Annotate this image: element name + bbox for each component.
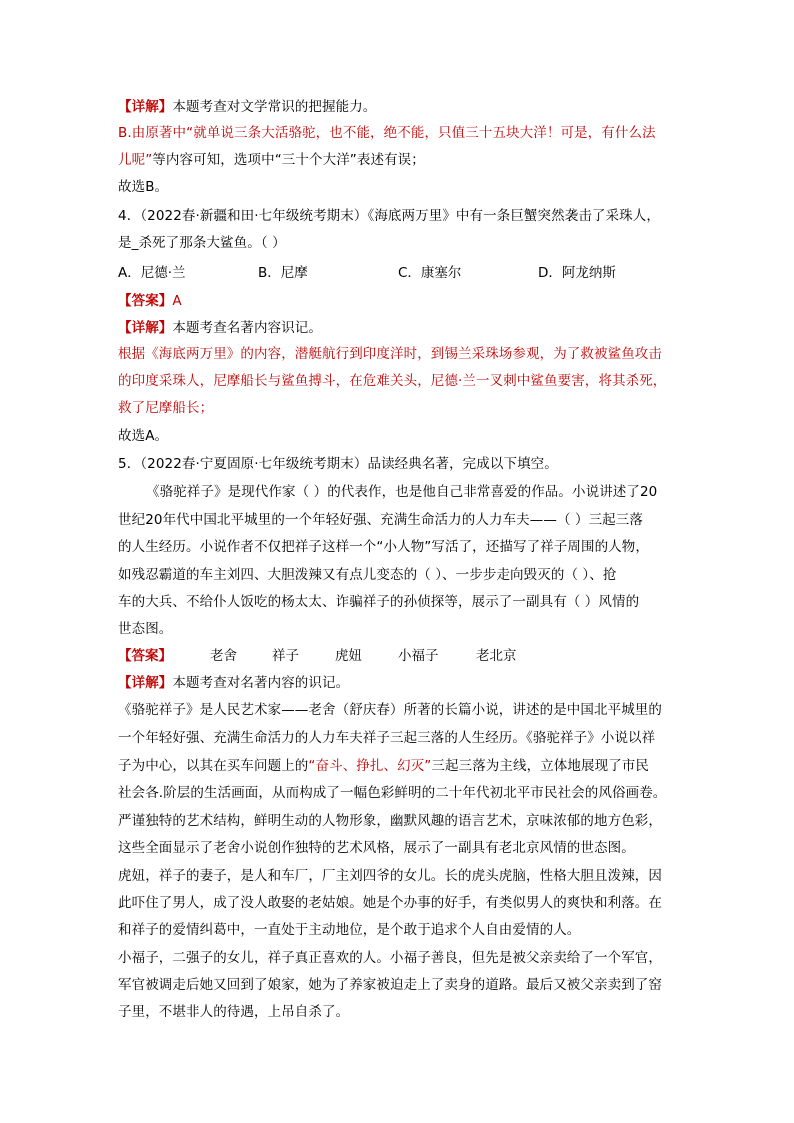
q4-option-b: B．尼摩	[258, 265, 308, 281]
q3-option-b-line2	[118, 151, 425, 169]
option-b-quote-end: 儿呢”	[118, 152, 153, 168]
q4-option-d: D．阿龙纳斯	[538, 265, 616, 281]
q5-body-line: 社会各.阶层的生活画面，从而构成了一幅色彩鲜明的二十年代初北平市民社会的风俗画卷。	[118, 785, 667, 801]
q4-stem-line1: 4．（2022春·新疆和田·七年级统考期末）《海底两万里》中有一条巨蟹突然袭击了采珠人，	[118, 208, 660, 224]
analysis-tag: 【详解】	[118, 99, 173, 115]
q4-body-line: 的印度采珠人，尼摩船长与鲨鱼搏斗，在危难关头，尼德·兰一叉刺中鲨鱼要害，将其杀死，	[118, 373, 667, 389]
q4-option-a: A．尼德·兰	[118, 265, 186, 281]
q5-passage-line: 的人生经历。小说作者不仅把祥子这样一个“小人物”写活了，还描写了祥子周围的人物，	[118, 539, 649, 555]
analysis-text: 本题考查对文学常识的把握能力。	[172, 99, 377, 115]
q5-body-line: 《骆驼祥子》是人民艺术家——老舍（舒庆春）所著的长篇小说，讲述的是中国北平城里的	[118, 702, 662, 718]
option-b-quote: “就单说三条大活骆驼，也不能，绝不能，只值三十五块大洋！可是，有什么法	[186, 125, 656, 141]
option-b-rest: 等内容可知，选项中“三十个大洋”表述有误；	[152, 152, 425, 168]
q3-conclusion: 故选B。	[118, 179, 169, 195]
q4-body-line: 根据《海底两万里》的内容，潜艇航行到印度洋时，到锡兰采珠场参观，为了救被鲨鱼攻击	[118, 346, 662, 362]
option-b-prefix: B.由原著中	[118, 125, 187, 141]
q5-answer-4: 小福子	[398, 648, 439, 664]
q5-answer-5: 老北京	[476, 648, 517, 664]
q5-body-line	[118, 757, 649, 775]
analysis-tag: 【详解】	[118, 675, 173, 691]
q4-analysis-line	[118, 319, 322, 337]
q5-body-line: 和祥子的爱情纠葛中，一直处于主动地位，是个敢于追求个人自由爱情的人。	[118, 922, 581, 938]
q5-body-line: 军官被调走后她又回到了娘家，她为了养家被迫走上了卖身的道路。最后又被父亲卖到了窑	[118, 977, 662, 993]
q4-conclusion: 故选A。	[118, 428, 169, 444]
analysis-tag: 【详解】	[118, 320, 173, 336]
answer-value: A	[172, 293, 182, 309]
q5-passage-line: 世纪20年代中国北平城里的一个年轻好强、充满生命活力的人力车夫——（ ）三起三落	[118, 512, 643, 528]
analysis-text: 本题考查名著内容识记。	[172, 320, 323, 336]
q5-answer-3: 虎妞	[335, 648, 362, 664]
q5-body-line: 一个年轻好强、充满生命活力的人力车夫祥子三起三落的人生经历。《骆驼祥子》小说以祥	[118, 730, 656, 746]
q5-body-line: 此吓住了男人，成了没人敢娶的老姑娘。她是个办事的好手，有类似男人的爽快和利落。在	[118, 895, 662, 911]
q5-answer-2: 祥子	[272, 648, 299, 664]
analysis-text: 本题考查对名著内容的识记。	[172, 675, 350, 691]
q5-body-line: 严谨独特的艺术结构，鲜明生动的人物形象，幽默风趣的语言艺术，京味浓郁的地方色彩，	[118, 813, 662, 829]
q5-body-line: 虎妞，祥子的妻子，是人和车厂，厂主刘四爷的女儿。长的虎头虎脑，性格大胆且泼辣，因	[118, 868, 662, 884]
q5-passage-line: 世态图。	[118, 621, 173, 637]
q4-body-line: 救了尼摩船长；	[118, 400, 214, 416]
answer-tag: 【答案】	[118, 293, 173, 309]
q5-body-line: 子里，不堪非人的待遇，上吊自杀了。	[118, 1004, 350, 1020]
body-text: 三起三落为主线，立体地展现了市民	[431, 758, 650, 774]
q5-stem: 5．（2022春·宁夏固原·七年级统考期末）品读经典名著，完成以下填空。	[118, 456, 558, 472]
highlighted-quote: “奋斗、挣扎、幻灭”	[308, 758, 432, 774]
q4-answer-line	[118, 292, 182, 310]
q5-passage-line: 《骆驼祥子》是现代作家（ ）的代表作，也是他自己非常喜爱的作品。小说讲述了20	[146, 484, 658, 500]
q5-answer-tag: 【答案】	[118, 648, 172, 664]
q3-analysis-line	[118, 98, 376, 116]
q4-stem-line2: 是_杀死了那条大鲨鱼。（ ）	[118, 235, 286, 251]
body-text: 子为中心，以其在买车问题上的	[118, 758, 309, 774]
q5-answer-1: 老舍	[210, 648, 237, 664]
q5-analysis-line	[118, 674, 349, 692]
q3-option-b-line1	[118, 124, 656, 142]
q5-body-line: 这些全面显示了老舍小说创作独特的艺术风格，展示了一副具有老北京风情的世态图。	[118, 840, 635, 856]
q5-body-line: 小福子，二强子的女儿，祥子真正喜欢的人。小福子善良，但先是被父亲卖给了一个军官，	[118, 950, 662, 966]
q5-passage-line: 如残忍霸道的车主刘四、大胆泼辣又有点儿变态的（ ）、一步步走向毁灭的（ ）、抢	[118, 567, 617, 583]
q5-passage-line: 车的大兵、不给仆人饭吃的杨太太、诈骗祥子的孙侦探等，展示了一副具有（ ）风情的	[118, 594, 640, 610]
q4-option-c: C．康塞尔	[398, 265, 462, 281]
